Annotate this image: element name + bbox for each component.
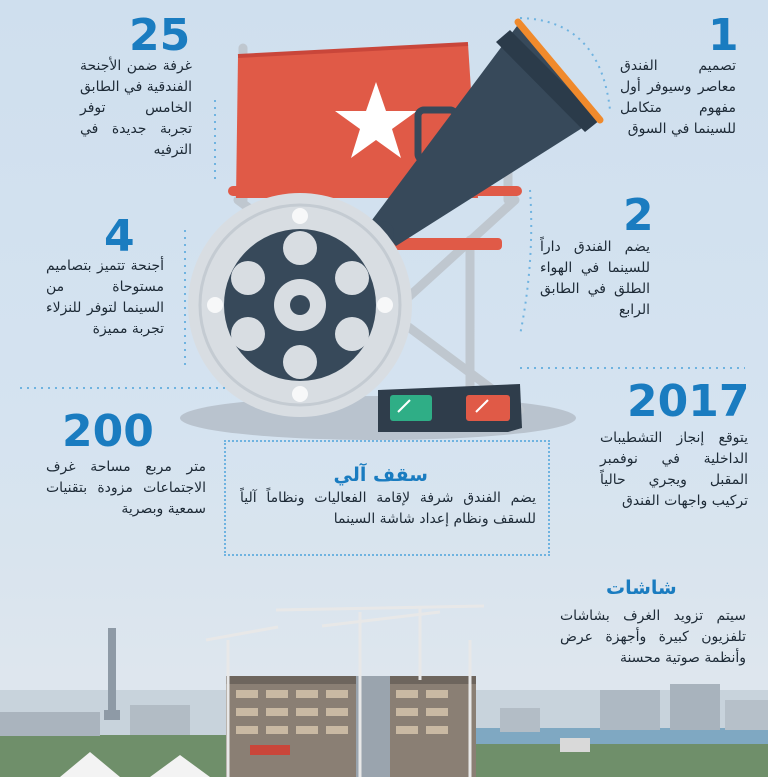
fact-number: 200 — [62, 406, 154, 457]
fact-number: 1 — [708, 10, 739, 61]
fact-text: تصميم الفندق معاصر وسيوفر أول مفهوم متكامل للسينما في السوق — [620, 58, 736, 137]
roof-feature-box — [224, 440, 550, 556]
fact-number: 2 — [623, 190, 654, 241]
fact-number: 4 — [104, 211, 135, 262]
fact-text: أجنحة تتميز بتصاميم مستوحاة من السينما لتوفر للنزلاء تجربة مميزة — [46, 258, 164, 337]
fact-text: يتوقع إنجاز التشطيبات الداخلية في نوفمبر المقبل ويجري حالياً تركيب واجهات الفندق — [600, 430, 748, 509]
screens-title: شاشات — [606, 577, 677, 599]
fact-text: يضم الفندق داراً للسينما في الهواء الطلق في الطابق الرابع — [540, 239, 650, 318]
fact-number: 25 — [129, 10, 191, 61]
screens-text: سيتم تزويد الغرف بشاشات تلفزيون كبيرة وأجهزة عرض وأنظمة صوتية محسنة — [560, 608, 746, 666]
film-reel-icon — [188, 193, 412, 417]
fact-number: 2017 — [627, 376, 750, 427]
roof-text: يضم الفندق شرفة لإقامة الفعاليات ونظاماً آلياً للسقف ونظام إعداد شاشة السينما — [240, 490, 536, 527]
3d-glasses-icon — [378, 384, 522, 432]
roof-title: سقف آلي — [333, 464, 428, 486]
fact-text: غرفة ضمن الأجنحة الفندقية في الطابق الخامس توفر تجربة جديدة في الترفيه — [80, 58, 192, 158]
fact-text: متر مربع مساحة غرف الاجتماعات مزودة بتقنيات سمعية وبصرية — [46, 459, 206, 517]
